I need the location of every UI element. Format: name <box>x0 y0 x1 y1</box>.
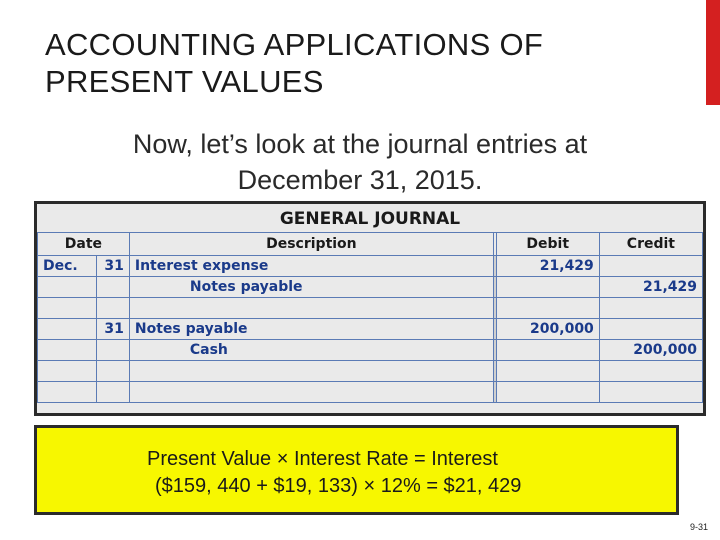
title-line-1: ACCOUNTING APPLICATIONS OF <box>45 27 544 62</box>
subtitle-line-1: Now, let’s look at the journal entries at <box>132 129 588 159</box>
entry-debit <box>496 277 599 298</box>
formula-line-1: Present Value × Interest Rate = Interest <box>147 448 498 470</box>
journal-row <box>38 256 703 277</box>
entry-month <box>38 340 97 361</box>
journal-row <box>38 361 703 382</box>
page-number: 9-31 <box>689 522 708 532</box>
entry-month <box>38 319 97 340</box>
entry-description: Cash <box>129 340 493 361</box>
journal-row <box>38 382 703 403</box>
entry-credit: 200,000 <box>599 340 702 361</box>
title-line-2: PRESENT VALUES <box>45 64 324 99</box>
entry-day <box>97 382 130 403</box>
entry-description <box>129 382 493 403</box>
entry-day <box>97 298 130 319</box>
entry-debit <box>496 361 599 382</box>
entry-description: Interest expense <box>129 256 493 277</box>
header-credit: Credit <box>599 233 702 256</box>
entry-debit <box>496 340 599 361</box>
slide-title <box>45 26 543 100</box>
entry-day: 31 <box>97 319 130 340</box>
entry-description: Notes payable <box>129 319 493 340</box>
entry-credit <box>599 382 702 403</box>
entry-description: Notes payable <box>129 277 493 298</box>
header-description: Description <box>129 233 493 256</box>
entry-credit <box>599 298 702 319</box>
entry-month: Dec. <box>38 256 97 277</box>
journal-table <box>37 232 703 403</box>
entry-month <box>38 382 97 403</box>
journal-row <box>38 319 703 340</box>
journal-row <box>38 298 703 319</box>
subtitle-line-2: December 31, 2015. <box>237 165 483 195</box>
entry-day: 31 <box>97 256 130 277</box>
entry-credit: 21,429 <box>599 277 702 298</box>
entry-credit <box>599 361 702 382</box>
entry-debit <box>496 382 599 403</box>
general-journal <box>34 201 706 416</box>
journal-row <box>38 277 703 298</box>
entry-month <box>38 361 97 382</box>
journal-title: GENERAL JOURNAL <box>279 209 461 229</box>
slide-subtitle <box>40 126 680 198</box>
entry-debit: 21,429 <box>496 256 599 277</box>
entry-debit <box>496 298 599 319</box>
entry-credit <box>599 256 702 277</box>
entry-debit: 200,000 <box>496 319 599 340</box>
entry-day <box>97 361 130 382</box>
entry-description <box>129 361 493 382</box>
entry-month <box>38 277 97 298</box>
entry-month <box>38 298 97 319</box>
entry-credit <box>599 319 702 340</box>
entry-day <box>97 277 130 298</box>
header-date: Date <box>38 233 130 256</box>
formula-line-2: ($159, 440 + $19, 133) × 12% = $21, 429 <box>155 475 522 497</box>
entry-day <box>97 340 130 361</box>
header-debit: Debit <box>496 233 599 256</box>
journal-row <box>38 340 703 361</box>
accent-bar <box>706 0 720 105</box>
interest-formula-box <box>34 425 679 515</box>
entry-description <box>129 298 493 319</box>
